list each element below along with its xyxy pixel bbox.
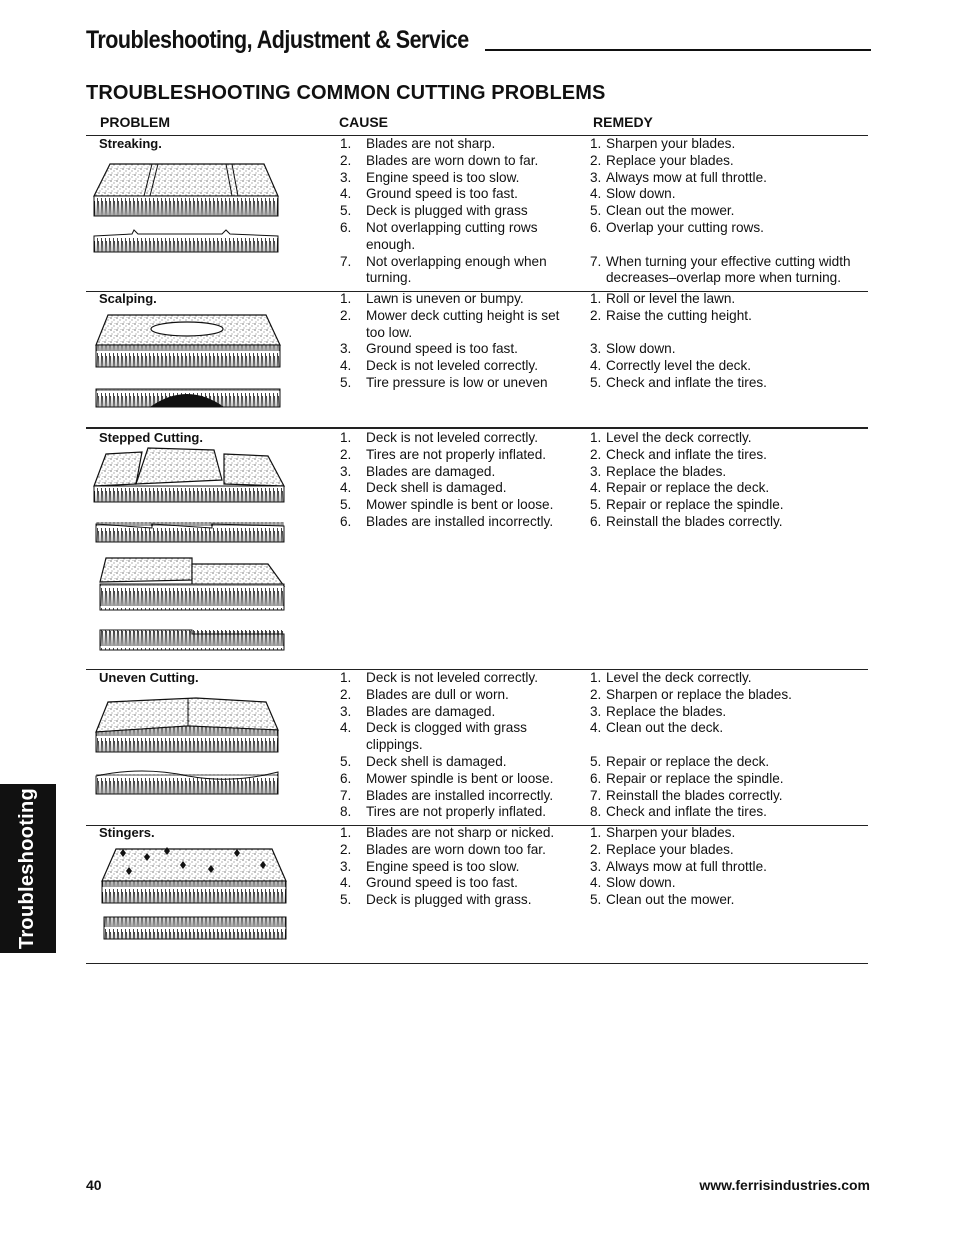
header-title-text: Troubleshooting, Adjustment & Service: [86, 26, 469, 54]
footer-website: www.ferrisindustries.com: [699, 1177, 870, 1193]
problem-label: Stingers.: [99, 825, 155, 840]
remedy-item: 1. Sharpen your blades.: [590, 825, 736, 840]
cause-item: 4. Deck is not leveled correctly.: [340, 358, 538, 374]
cause-item: 3. Blades are damaged.: [340, 703, 496, 719]
remedy-item: 5. Repair or replace the deck.: [590, 753, 770, 769]
cause-item: 2. Blades are worn down to far.: [340, 152, 539, 168]
remedy-list: [590, 430, 870, 531]
remedy-item: 3. Always mow at full throttle.: [590, 858, 767, 874]
remedy-item: 8. Check and inflate the tires.: [590, 804, 767, 820]
cause-item: 1. Blades are not sharp or nicked.: [340, 825, 555, 840]
remedy-list: [590, 670, 870, 821]
cause-item: 4. Ground speed is too fast.: [340, 186, 518, 202]
cause-item: 3. Blades are damaged.: [340, 463, 496, 479]
remedy-item: 6. Overlap your cutting rows.: [590, 219, 764, 235]
cause-item: 5. Deck is plugged with grass.: [340, 892, 532, 908]
remedy-item: 1. Roll or level the lawn.: [590, 291, 736, 306]
remedy-item: 3. Replace the blades.: [590, 703, 727, 719]
remedy-item: 2. Replace your blades.: [590, 841, 734, 857]
side-tab-troubleshooting: [0, 784, 56, 953]
remedy-list: [590, 136, 870, 287]
cause-item: 8. Tires are not properly inflated.: [340, 804, 547, 820]
cause-item: 2. Blades are worn down too far.: [340, 841, 546, 857]
cause-list: [340, 291, 570, 392]
cause-item: 1. Lawn is uneven or bumpy.: [340, 291, 524, 306]
cause-item: 7. Not overlapping enough when turning.: [340, 253, 547, 286]
problem-label: Streaking.: [99, 136, 162, 151]
remedy-list: [590, 291, 870, 392]
remedy-item: 4. Repair or replace the deck.: [590, 480, 770, 496]
remedy-item: 2. Replace your blades.: [590, 152, 734, 168]
remedy-item: 1. Level the deck correctly.: [590, 670, 752, 685]
remedy-item: 3. Always mow at full throttle.: [590, 169, 767, 185]
cause-item: 3. Engine speed is too slow.: [340, 169, 520, 185]
remedy-item: 4. Clean out the deck.: [590, 720, 724, 736]
remedy-item: 2. Check and inflate the tires.: [590, 446, 767, 462]
cause-item: 5. Mower spindle is bent or loose.: [340, 497, 554, 513]
uneven-cutting-illustration: [92, 696, 282, 800]
cause-item: 5. Tire pressure is low or uneven: [340, 374, 548, 390]
remedy-item: 7. Reinstall the blades correctly.: [590, 787, 783, 803]
remedy-item: 4. Slow down.: [590, 875, 676, 891]
remedy-item: 3. Slow down.: [590, 341, 676, 357]
streaking-illustration: [92, 156, 282, 256]
remedy-item: 2. Sharpen or replace the blades.: [590, 686, 792, 702]
cause-item: 6. Blades are installed incorrectly.: [340, 513, 554, 529]
remedy-list: [590, 825, 870, 909]
remedy-item: 5. Clean out the mower.: [590, 203, 735, 219]
remedy-item: 4. Correctly level the deck.: [590, 358, 752, 374]
cause-item: 4. Ground speed is too fast.: [340, 875, 518, 891]
problem-label: Uneven Cutting.: [99, 670, 199, 685]
table-row-stingers: [86, 825, 868, 964]
column-header-cause: CAUSE: [339, 114, 389, 130]
cause-item: 2. Mower deck cutting height is set too low.: [340, 307, 560, 340]
cause-list: [340, 825, 570, 909]
cause-item: 4. Deck shell is damaged.: [340, 480, 507, 496]
remedy-item: 1. Sharpen your blades.: [590, 136, 736, 151]
cause-list: [340, 136, 570, 287]
remedy-item: 4. Slow down.: [590, 186, 676, 202]
cause-item: 3. Engine speed is too slow.: [340, 858, 520, 874]
cause-list: [340, 430, 570, 531]
remedy-item: 6. Repair or replace the spindle.: [590, 770, 784, 786]
table-row-streaking: [86, 136, 868, 292]
cause-item: 6. Not overlapping cutting rows enough.: [340, 219, 538, 252]
column-header-remedy: REMEDY: [593, 114, 653, 130]
cause-item: 2. Tires are not properly inflated.: [340, 446, 547, 462]
remedy-item: 5. Check and inflate the tires.: [590, 374, 767, 390]
stingers-illustration: [92, 847, 292, 943]
column-header-problem: PROBLEM: [100, 114, 170, 130]
remedy-item: 3. Replace the blades.: [590, 463, 727, 479]
row-divider: [86, 963, 868, 964]
scalping-illustration: [92, 311, 282, 411]
header-title: [86, 24, 871, 54]
remedy-item: 6. Reinstall the blades correctly.: [590, 513, 783, 529]
cause-item: 5. Deck is plugged with grass: [340, 203, 528, 219]
section-title: TROUBLESHOOTING COMMON CUTTING PROBLEMS: [86, 82, 606, 104]
cause-item: 4. Deck is clogged with grass clippings.: [340, 720, 527, 753]
stepped-cutting-illustration: [92, 446, 292, 656]
cause-item: 7. Blades are installed incorrectly.: [340, 787, 554, 803]
table-row-stepped-cutting: [86, 430, 868, 670]
remedy-item: 7. When turning your effective cutting width decreases–overlap more when turning.: [590, 253, 851, 286]
side-tab-label: Troubleshooting: [16, 787, 39, 950]
table-row-uneven-cutting: [86, 670, 868, 826]
cause-list: [340, 670, 570, 821]
cause-item: 3. Ground speed is too fast.: [340, 341, 518, 357]
remedy-item: 5. Repair or replace the spindle.: [590, 497, 784, 513]
row-divider: [86, 427, 868, 429]
header-rule: [485, 49, 871, 51]
problem-label: Scalping.: [99, 291, 157, 306]
cause-item: 5. Deck shell is damaged.: [340, 753, 507, 769]
remedy-item: 1. Level the deck correctly.: [590, 430, 752, 445]
table-row-scalping: [86, 291, 868, 429]
remedy-item: 2. Raise the cutting height.: [590, 307, 752, 323]
page-number: 40: [86, 1177, 102, 1193]
remedy-item: 5. Clean out the mower.: [590, 892, 735, 908]
cause-item: 1. Deck is not leveled correctly.: [340, 430, 538, 445]
cause-item: 1. Deck is not leveled correctly.: [340, 670, 538, 685]
cause-item: 1. Blades are not sharp.: [340, 136, 496, 151]
cause-item: 6. Mower spindle is bent or loose.: [340, 770, 554, 786]
problem-label: Stepped Cutting.: [99, 430, 203, 445]
cause-item: 2. Blades are dull or worn.: [340, 686, 509, 702]
